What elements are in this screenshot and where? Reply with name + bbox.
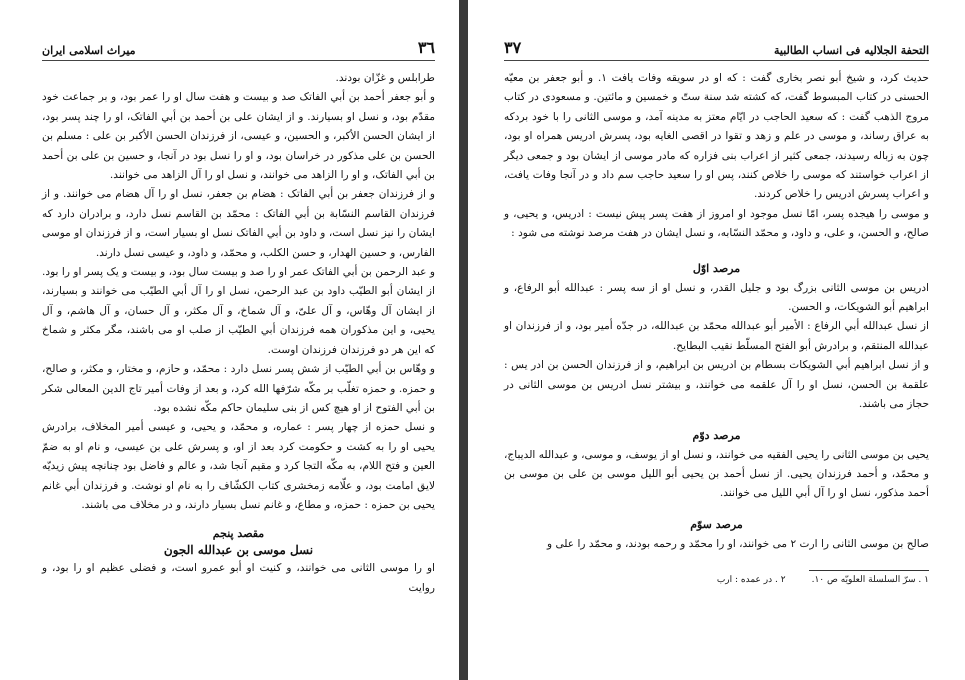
paragraph: و نسل حمزه از چهار پسر : عماره، و محمّد، و یحیی، و عیسی أمیر المخلاف، برادرش یحیی او را به کشت و حکومت کرد بعد از او، و پسرش علی بن عیسی، و نام او به ضمّ العین و فتح اللام، به مکّه التجا کرد و مقیم آنجا شد، و عالم و فاضل بود چنانچه پیش زیدیّه لایق امامت بود، و علّامه زمخشری کتاب الکشّاف را به نام او نوشت. و فرزندان أبي غانم یحیی بن حمزه : حمزه، و مطاع، و غانم نسل بسیار دارند، و در مخلاف می باشند. bbox=[42, 421, 435, 511]
right-page bbox=[468, 0, 965, 680]
paragraph: و موسی را هیجده پسر، امّا نسل موجود او امروز از هفت پسر پیش نیست : ادریس، و یحیی، و صالح، و الحسن، و علی، و داود، و محمّد النسّابه، و نسل ایشان در هفت مرصد نوشته می شود : bbox=[504, 207, 929, 240]
paragraph: ادریس بن موسی الثانی بزرگ بود و جلیل القدر، و نسل او از سه پسر : عبدالله أبو الرفاع، و ابراهیم أبو الشویکات، و الحسن. bbox=[504, 281, 929, 314]
paragraph: صالح بن موسی الثانی را ارت ٢ می خوانند، او را محمّد و رحمه بودند، و محمّد را علی و bbox=[546, 537, 929, 550]
footnote-rule bbox=[809, 570, 929, 571]
closing-paragraph: او را موسی الثانی می خوانند، و کنیت او أبو عمرو است، و فضلی عظیم او را بود، و روایت bbox=[42, 562, 435, 594]
right-page-header bbox=[504, 38, 929, 61]
page-number-left: ٣٦ bbox=[417, 38, 435, 57]
section-heading-1: مرصد اوّل bbox=[692, 261, 741, 275]
left-page-header bbox=[42, 38, 435, 61]
running-title-left: میراث اسلامی ایران bbox=[42, 44, 136, 57]
paragraph: از نسل عبدالله أبي الرفاع : الأمیر أبو عبدالله محمّد بن عبدالله، در جدّه أمیر بود، و از فرزندان او عبدالله المنتقم، و برادرش أبو الفتح المسلّط نقیب البطایح. bbox=[504, 320, 929, 352]
section-heading-2: مرصد دوّم bbox=[692, 428, 741, 442]
page-number-right: ٣٧ bbox=[504, 38, 522, 57]
paragraph: و از نسل ابراهیم أبي الشویکات بسطام بن ادریس بن ابراهیم، و از فرزندان الحسن بن ادر یس : علقمة بن الحسن، نسل او را آل علقمه می خوانند، و بیشتر نسل ادریس بن موسی الثانی در حجاز می باشند. bbox=[504, 359, 929, 411]
section-heading-3: مرصد سوّم bbox=[690, 517, 743, 531]
book-gutter bbox=[459, 0, 468, 680]
right-page-intro bbox=[504, 69, 929, 244]
left-page-body bbox=[42, 69, 435, 515]
section-body-3 bbox=[504, 535, 929, 554]
paragraph: یحیی بن موسی الثانی را یحیی الفقیه می خوانند، و نسل او از یوسف، و موسی، و عبدالله الدیباج، و محمّد، و أحمد فرزندان یحیی. از نسل أحمد بن یحیی أبو اللیل موسی بن علی بن موسی بن أحمد مذکور، نسل او را آل أبي اللیل می خوانند. bbox=[504, 448, 929, 500]
paragraph: و أبو جعفر أحمد بن أبي الفاتک صد و بیست و هفت سال او را عمر بود، و بر جماعت خود مقدّم بود، و نسل او بسیارند. و از ایشان علی بن أحمد بن أبي الفاتک، او را چند پسر بود، از ایشان الحسن الأکبر، و الحسین، و عیسی، از فرزندان الحسن الأکبر بن علی : مسلم بن الحسن بن علی مذکور در خراسان بود، و او را نسل بود در آنجا، و حسین بن علی بن أحمد بن أبي الفاتک، و او را الزاهد می خوانند، و نسل او را آل الزاهد می خوانند. bbox=[42, 91, 435, 182]
footnote: ١ . سرّ السلسلة العلویّه ص ١٠. bbox=[811, 575, 929, 586]
section-body-1 bbox=[504, 279, 929, 415]
paragraph: حدیث کرد، و شیخ أبو نصر بخاری گفت : که او در سویقه وفات یافت ١. و أبو جعفر بن معیّه الحسنی در کتاب المبسوط گفت، که کشته شد سنة ستّ و خمسین و مائتین. و مسعودی در کتاب مروج الذهب گفت : که سعید الحاجب در ایّام معتز به مدینه آمد، و موسی الثانی را با خود بردکه به عراق رساند، و موسی در علم و زهد و تقوا در اقصی الغایه بود، پسرش ادریس همراه او بود، چون به زباله رسیدند، جمعی کثیر از اعراب بنی فزاره که مادر موسی از ایشان بود و جمعی دیگر از اعراب خواستند که موسی را خلاص کنند، پس او را سعید حاجب سم داد و در آنجا وفات یافت، و اعراب پسرش ادریس را خلاص کردند. bbox=[504, 72, 929, 201]
paragraph: طرابلس و غزّان بودند. bbox=[335, 72, 435, 84]
section-heading: نسل موسی بن عبدالله الجون bbox=[163, 543, 314, 558]
section-label: مقصد پنجم bbox=[212, 527, 265, 541]
paragraph: و از فرزندان جعفر بن أبي الفاتک : هضام بن جعفر، نسل او را آل هضام می خوانند. و از فرزندان القاسم النسّابة بن أبي الفاتک : محمّد بن القاسم نسل دارد، و برادران دارد که ایشان را نیز نسل است، و داود بن أبي الفاتک نسل او بسیار است، و از فرزندان او موسی الفارس، و حسین الهدار، و حسن الکلب، و محمّد، و داود، و عیسی نسل دارند. bbox=[42, 188, 435, 259]
running-title-right: التحفة الجلالیه فی انساب الطالبیة bbox=[774, 44, 929, 57]
left-page bbox=[0, 0, 459, 680]
paragraph: و وهّاس بن أبي الطیّب از شش پسر نسل دارد : محمّد، و حازم، و مختار، و مکثر، و صالح، و حمزه. و حمزه تغلّب بر مکّه شرّفها الله کرد، و بعد از وفات أمیر تاج الدین المعالی شکر بن أبي الفتوح از او هیچ کس از بنی سلیمان حاکم مکّه نشده بود. bbox=[42, 363, 435, 414]
paragraph: و عبد الرحمن بن أبي الفاتک عمر او را صد و بیست سال بود، و بیست و یک پسر او را بود. از ایشان أبو الطیّب داود بن عبد الرحمن، نسل او را آل أبي الطیّب می خوانند و بسیارند، از ایشان آل وهّاس، و آل علیّ، و آل شماخ، و آل مکثر، و آل حسان، و آل هاشم، و آل یحیی، و این مذکوران همه فرزندان أبي الطیّب از صلب او می باشند، مگر مکثر و شماخ که این هر دو فرزندان فرزندان اوست. bbox=[42, 266, 435, 356]
section-body-2 bbox=[504, 446, 929, 504]
footnotes bbox=[504, 575, 929, 585]
footnote: ٢ . در عمده : ارب bbox=[716, 575, 786, 586]
